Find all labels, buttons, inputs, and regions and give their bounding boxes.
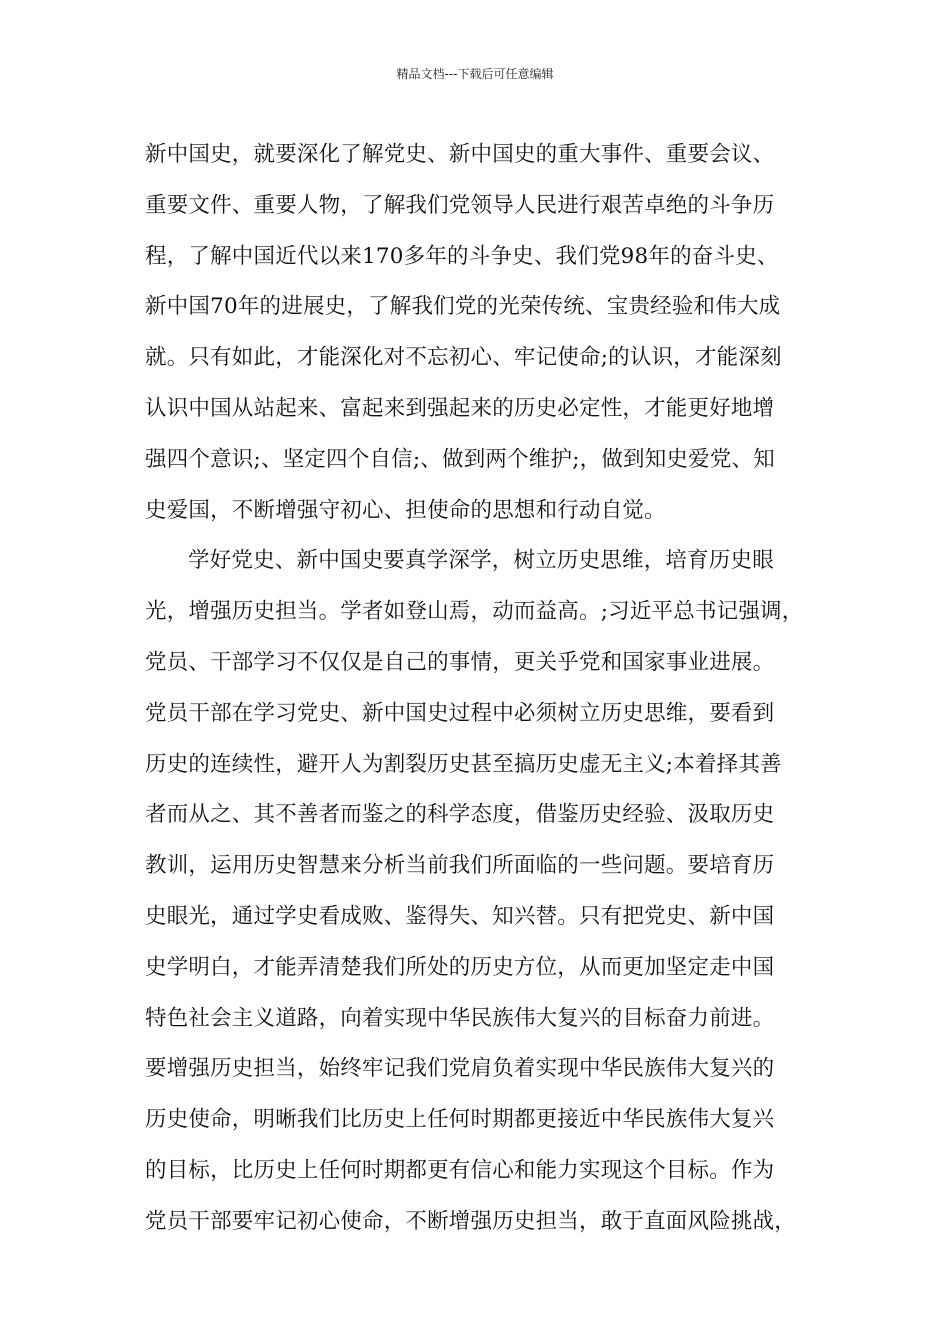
paragraph-1 <box>145 130 815 536</box>
text-line: 程，了解中国近代以来170多年的斗争史、我们党98年的奋斗史、 <box>145 243 779 269</box>
text-line: 教训，运用历史智慧来分析当前我们所面临的一些问题。要培育历 <box>145 853 775 879</box>
text-line: 历史的连续性，避开人为割裂历史甚至搞历史虚无主义;本着择其善 <box>145 751 782 777</box>
text-line: 者而从之、其不善者而鉴之的科学态度，借鉴历史经验、汲取历史 <box>145 802 775 828</box>
body-text <box>145 130 815 1248</box>
text-line: 就。只有如此，才能深化对不忘初心、牢记使命;的认识，才能深刻 <box>145 345 782 371</box>
text-line: 学好党史、新中国史要真学深学，树立历史思维，培育历史眼 <box>188 548 774 574</box>
paragraph-2 <box>145 536 815 1247</box>
text-line: 要增强历史担当，始终牢记我们党肩负着实现中华民族伟大复兴的 <box>145 1056 775 1082</box>
text-line: 历史使命，明晰我们比历史上任何时期都更接近中华民族伟大复兴 <box>145 1107 775 1133</box>
text-line: 的目标，比历史上任何时期都更有信心和能力实现这个目标。作为 <box>145 1157 775 1183</box>
text-line: 新中国70年的进展史，了解我们党的光荣传统、宝贵经验和伟大成 <box>145 294 781 320</box>
text-line: 认识中国从站起来、富起来到强起来的历史必定性，才能更好地增 <box>145 395 775 421</box>
running-header: 精品文档---下载后可任意编辑 <box>396 67 554 81</box>
text-line: 史学明白，才能弄清楚我们所处的历史方位，从而更加坚定走中国 <box>145 954 775 980</box>
text-line: 党员、干部学习不仅仅是自己的事情，更关乎党和国家事业进展。 <box>145 649 775 675</box>
text-line: 强四个意识;、坚定四个自信;、做到两个维护;，做到知史爱党、知 <box>145 446 775 472</box>
text-line: 史爱国，不断增强守初心、担使命的思想和行动自觉。 <box>145 497 666 523</box>
text-line: 党员干部要牢记初心使命，不断增强历史担当，敢于直面风险挑战， <box>145 1208 797 1234</box>
text-line: 党员干部在学习党史、新中国史过程中必须树立历史思维，要看到 <box>145 700 775 726</box>
text-line: 史眼光，通过学史看成败、鉴得失、知兴替。只有把党史、新中国 <box>145 903 775 929</box>
text-line: 重要文件、重要人物，了解我们党领导人民进行艰苦卓绝的斗争历 <box>145 192 775 218</box>
text-line: 光，增强历史担当。学者如登山焉，动而益高。;习近平总书记强调， <box>145 599 804 625</box>
text-line: 特色社会主义道路，向着实现中华民族伟大复兴的目标奋力前进。 <box>145 1005 775 1031</box>
text-line: 新中国史，就要深化了解党史、新中国史的重大事件、重要会议、 <box>145 142 775 167</box>
